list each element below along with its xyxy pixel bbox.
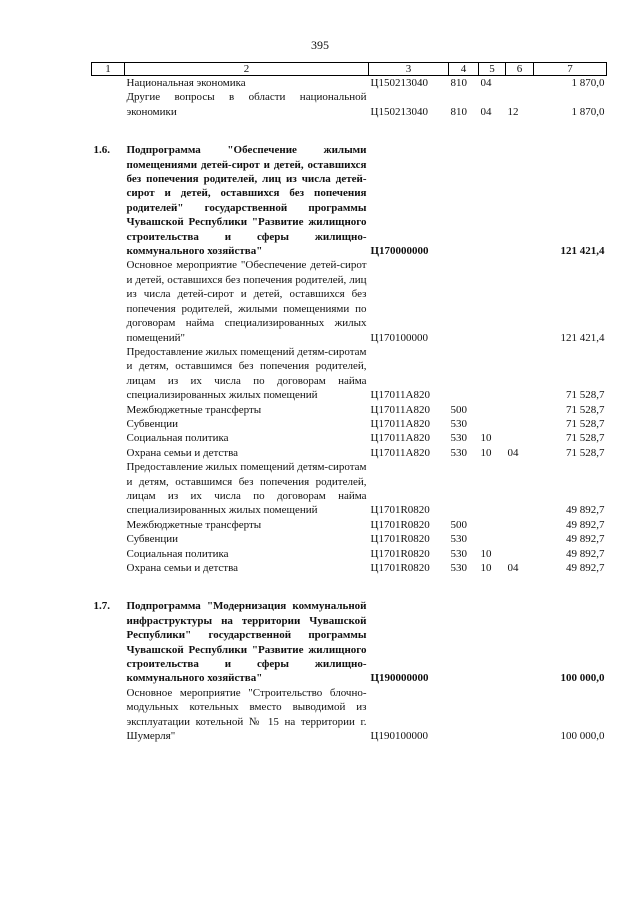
row-col-4: 530 (450, 446, 467, 459)
row-amount: 49 892,7 (566, 504, 605, 517)
row-col-5: 10 (480, 547, 492, 560)
table-row (92, 417, 607, 431)
table-row (92, 403, 607, 417)
row-number (92, 403, 125, 417)
row-amount: 49 892,7 (566, 533, 605, 546)
row-col-5 (479, 143, 506, 258)
row-number (92, 561, 125, 575)
row-code: Ц190000000 (370, 672, 429, 685)
table-row (92, 76, 607, 91)
row-col-6 (506, 143, 534, 258)
row-col-5 (479, 460, 506, 518)
row-col-6: 12 (507, 105, 519, 118)
table-row (92, 143, 607, 258)
budget-table (91, 62, 607, 743)
row-col-4 (449, 599, 479, 685)
row-amount: 121 421,4 (560, 331, 605, 344)
row-col-4 (449, 460, 479, 518)
row-number (92, 258, 125, 344)
row-code: Ц17011А820 (370, 432, 430, 445)
row-col-6 (506, 417, 534, 431)
row-name: Подпрограмма "Обеспечение жилыми помещениями детей-сирот и детей, оставшихся без попечения родителей, лиц из числа детей-сирот и детей, оставшихся без попечения родителей" государственной программы Чувашской Республики "Развитие жилищного строительства и сферы жилищно-коммунального хозяйства" (126, 144, 367, 258)
row-amount: 71 528,7 (566, 432, 605, 445)
row-number (92, 686, 125, 744)
row-col-4 (449, 686, 479, 744)
row-name: Основное мероприятие "Строительство блочно-модульных котельных вместо выводимой из эксплуатации котельной № 15 на территории г. Шумерля" (126, 686, 367, 743)
row-code: Ц170000000 (370, 245, 429, 258)
row-name: Социальная политика (126, 547, 229, 560)
row-col-4: 500 (450, 518, 467, 531)
row-amount: 1 870,0 (571, 77, 605, 89)
row-name: Предоставление жилых помещений детям-сиротам и детям, оставшимся без попечения родителей, лицам из их числа по договорам найма специализированных жилых помещений (126, 345, 367, 402)
table-row (92, 547, 607, 561)
row-spacer (92, 575, 607, 599)
row-col-5: 04 (480, 105, 492, 118)
table-row (92, 90, 607, 119)
header-col-2: 2 (125, 63, 369, 76)
row-col-6 (506, 547, 534, 561)
row-col-5: 10 (480, 562, 492, 574)
row-number (92, 90, 125, 119)
table-row (92, 686, 607, 744)
row-amount: 100 000,0 (560, 672, 605, 685)
row-col-6 (506, 518, 534, 532)
page-number: 395 (311, 38, 329, 52)
row-col-5 (479, 258, 506, 344)
table-row (92, 345, 607, 403)
row-col-6 (506, 532, 534, 546)
row-col-4: 530 (450, 547, 467, 560)
row-col-6 (506, 345, 534, 403)
table-row (92, 599, 607, 685)
row-col-4: 810 (450, 105, 467, 118)
row-code: Ц1701R0820 (370, 504, 430, 517)
row-col-5 (479, 417, 506, 431)
row-col-6 (506, 686, 534, 744)
header-col-4: 4 (449, 63, 479, 76)
row-col-6 (506, 403, 534, 417)
row-code: Ц1701R0820 (370, 562, 430, 574)
row-amount: 1 870,0 (571, 105, 605, 118)
table-row (92, 431, 607, 445)
row-col-5 (479, 686, 506, 744)
row-col-6 (506, 76, 534, 91)
row-name: Социальная политика (126, 432, 229, 445)
row-col-4: 530 (450, 417, 467, 430)
row-col-4: 530 (450, 533, 467, 546)
row-number (92, 547, 125, 561)
row-name: Другие вопросы в области национальной экономики (126, 91, 367, 118)
row-code: Ц1701R0820 (370, 533, 430, 546)
table-row (92, 518, 607, 532)
row-number (92, 460, 125, 518)
row-name: Межбюджетные трансферты (126, 403, 262, 416)
row-amount: 71 528,7 (566, 417, 605, 430)
row-col-4: 500 (450, 403, 467, 416)
row-col-5: 10 (480, 446, 492, 459)
row-col-4: 810 (450, 77, 467, 89)
row-amount: 49 892,7 (566, 562, 605, 574)
table-row (92, 460, 607, 518)
row-name: Охрана семьи и детства (126, 446, 239, 459)
row-number: 1.6. (93, 144, 110, 157)
row-col-4 (449, 258, 479, 344)
row-amount: 49 892,7 (566, 518, 605, 531)
row-code: Ц17011А820 (370, 446, 430, 459)
row-code: Ц150213040 (370, 77, 428, 89)
row-col-5: 10 (480, 432, 492, 445)
row-name: Субвенции (126, 533, 179, 546)
header-col-5: 5 (479, 63, 506, 76)
row-name: Межбюджетные трансферты (126, 518, 262, 531)
row-number (92, 532, 125, 546)
row-number (92, 518, 125, 532)
row-name: Охрана семьи и детства (126, 562, 239, 574)
row-amount: 100 000,0 (560, 730, 605, 743)
row-amount: 71 528,7 (566, 403, 605, 416)
table-row (92, 258, 607, 344)
row-name: Предоставление жилых помещений детям-сиротам и детям, оставшимся без попечения родителей, лицам из их числа по договорам найма специализированных жилых помещений (126, 461, 367, 517)
row-col-5 (479, 518, 506, 532)
row-code: Ц190100000 (370, 730, 428, 743)
header-col-7: 7 (534, 63, 607, 76)
row-col-5 (479, 403, 506, 417)
row-col-5 (479, 599, 506, 685)
row-amount: 71 528,7 (566, 446, 605, 459)
row-spacer (92, 119, 607, 143)
row-name: Основное мероприятие "Обеспечение детей-сирот и детей, оставшихся без попечения родителей, лиц из числа детей-сирот и детей, оставшихся без попечения родителей, жилыми помещениями по договорам найма специализированных жилых помещений" (126, 259, 367, 344)
row-code: Ц17011А820 (370, 403, 430, 416)
row-col-6 (506, 258, 534, 344)
row-code: Ц1701R0820 (370, 518, 430, 531)
row-number (92, 446, 125, 460)
row-code: Ц17011А820 (370, 389, 430, 402)
row-col-6 (506, 599, 534, 685)
table-row (92, 532, 607, 546)
row-code: Ц150213040 (370, 105, 428, 118)
row-amount: 49 892,7 (566, 547, 605, 560)
row-col-6: 04 (507, 562, 519, 574)
row-number (92, 431, 125, 445)
table-header (92, 63, 607, 76)
row-name: Национальная экономика (126, 77, 246, 89)
header-col-6: 6 (506, 63, 534, 76)
row-name: Подпрограмма "Модернизация коммунальной инфраструктуры на территории Чувашской Республики" государственной программы Чувашской Республики "Развитие жилищного строительства и сферы жилищно-коммунального хозяйства" (126, 600, 367, 685)
row-number: 1.7. (93, 600, 110, 613)
row-name: Субвенции (126, 417, 179, 430)
row-col-4 (449, 143, 479, 258)
row-code: Ц170100000 (370, 331, 428, 344)
row-col-6 (506, 431, 534, 445)
row-col-4 (449, 345, 479, 403)
header-col-1: 1 (92, 63, 125, 76)
row-code: Ц17011А820 (370, 417, 430, 430)
row-col-4: 530 (450, 562, 467, 574)
row-amount: 121 421,4 (560, 245, 605, 258)
row-col-4: 530 (450, 432, 467, 445)
row-col-5: 04 (480, 77, 492, 89)
row-code: Ц1701R0820 (370, 547, 430, 560)
row-number (92, 417, 125, 431)
row-col-6 (506, 460, 534, 518)
header-col-3: 3 (369, 63, 449, 76)
row-col-5 (479, 532, 506, 546)
row-number (92, 345, 125, 403)
row-amount: 71 528,7 (566, 389, 605, 402)
table-row (92, 561, 607, 575)
row-col-6: 04 (507, 446, 519, 459)
row-number (92, 76, 125, 91)
table-body (92, 76, 607, 744)
table-row (92, 446, 607, 460)
row-col-5 (479, 345, 506, 403)
